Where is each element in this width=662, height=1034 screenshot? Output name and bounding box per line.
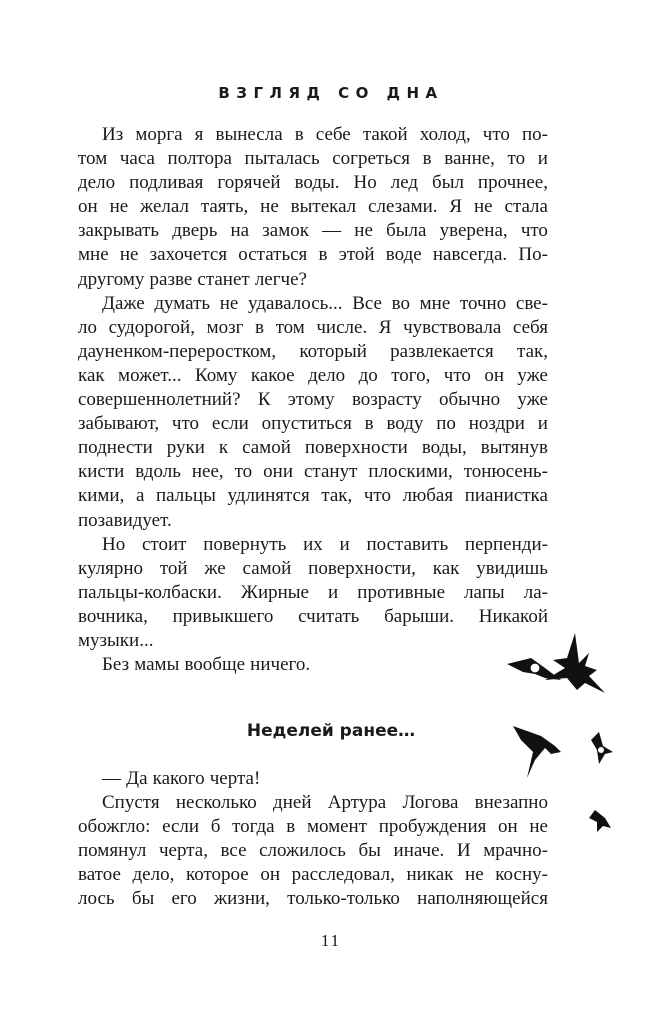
bird-large-icon (545, 633, 605, 693)
body-text-block-1 (78, 123, 548, 677)
text-line: ло судорогой, мозг в том числе. Я чувствовала себя (78, 316, 548, 338)
text-line: Из морга я вынесла в себе такой холод, что по- (102, 124, 548, 145)
text-line: он не желал таять, не вытекал слезами. Я не стала (78, 196, 548, 218)
text-line: забывают, что если опуститься в воду по ноздри и (78, 413, 548, 435)
text-line: Спустя несколько дней Артура Логова внезапно (102, 792, 548, 814)
text-line: позавидует. (78, 509, 172, 531)
body-text-block-2 (78, 767, 548, 912)
text-line: Но стоит повернуть их и поставить перпенди- (102, 533, 548, 555)
text-line: вочника, привыкшего считать барыши. Никакой (78, 605, 548, 627)
page-number: 11 (320, 931, 342, 950)
flying-birds-icon (505, 628, 625, 843)
text-line: как может... Кому какое дело до того, что он уже (78, 364, 548, 386)
text-line: кисти вдоль нее, то они станут плоскими, тонюсень- (78, 461, 548, 483)
section-title: Неделей ранее… (246, 721, 416, 741)
text-line: кими, а пальцы удлинятся так, что любая пианистка (78, 485, 548, 507)
text-line: мне не захочется остаться в этой воде навсегда. По- (78, 244, 548, 266)
text-line: ватое дело, которое он расследовал, никак не косну- (78, 864, 548, 886)
bird-large-icon (513, 726, 561, 778)
text-line: музыки... (78, 629, 154, 651)
text-line: — Да какого черта! (102, 768, 261, 789)
text-line: закрывать дверь на замок — не была уверена, что (78, 220, 548, 242)
text-line: кулярно той же самой поверхности, как увидишь (78, 557, 548, 579)
bird-tiny-icon (589, 810, 611, 832)
text-line: том часа полтора пыталась согреться в ванне, то и (78, 148, 548, 170)
text-line: обожгло: если б тогда в момент пробуждения он не (78, 816, 548, 838)
text-line: поднести руки к самой поверхности воды, вытянув (78, 437, 548, 459)
text-line: совершеннолетний? К этому возрасту обычно уже (78, 389, 548, 411)
text-line: другому разве станет легче? (78, 268, 307, 290)
text-line: помянул черта, все сложилось бы иначе. И мрачно- (78, 840, 548, 862)
text-line: лось бы его жизни, только-только наполняющейся (78, 888, 548, 910)
text-line: дело подливая горячей воды. Но лед был прочнее, (78, 172, 548, 194)
text-line: Без мамы вообще ничего. (102, 654, 311, 676)
text-line: дауненком-переростком, который развлекается так, (78, 340, 548, 362)
running-head: ВЗГЛЯД СО ДНА (218, 84, 444, 102)
text-line: пальцы-колбаски. Жирные и противные лапы ла- (78, 581, 548, 603)
text-line: Даже думать не удавалось... Все во мне точно све- (102, 292, 548, 314)
